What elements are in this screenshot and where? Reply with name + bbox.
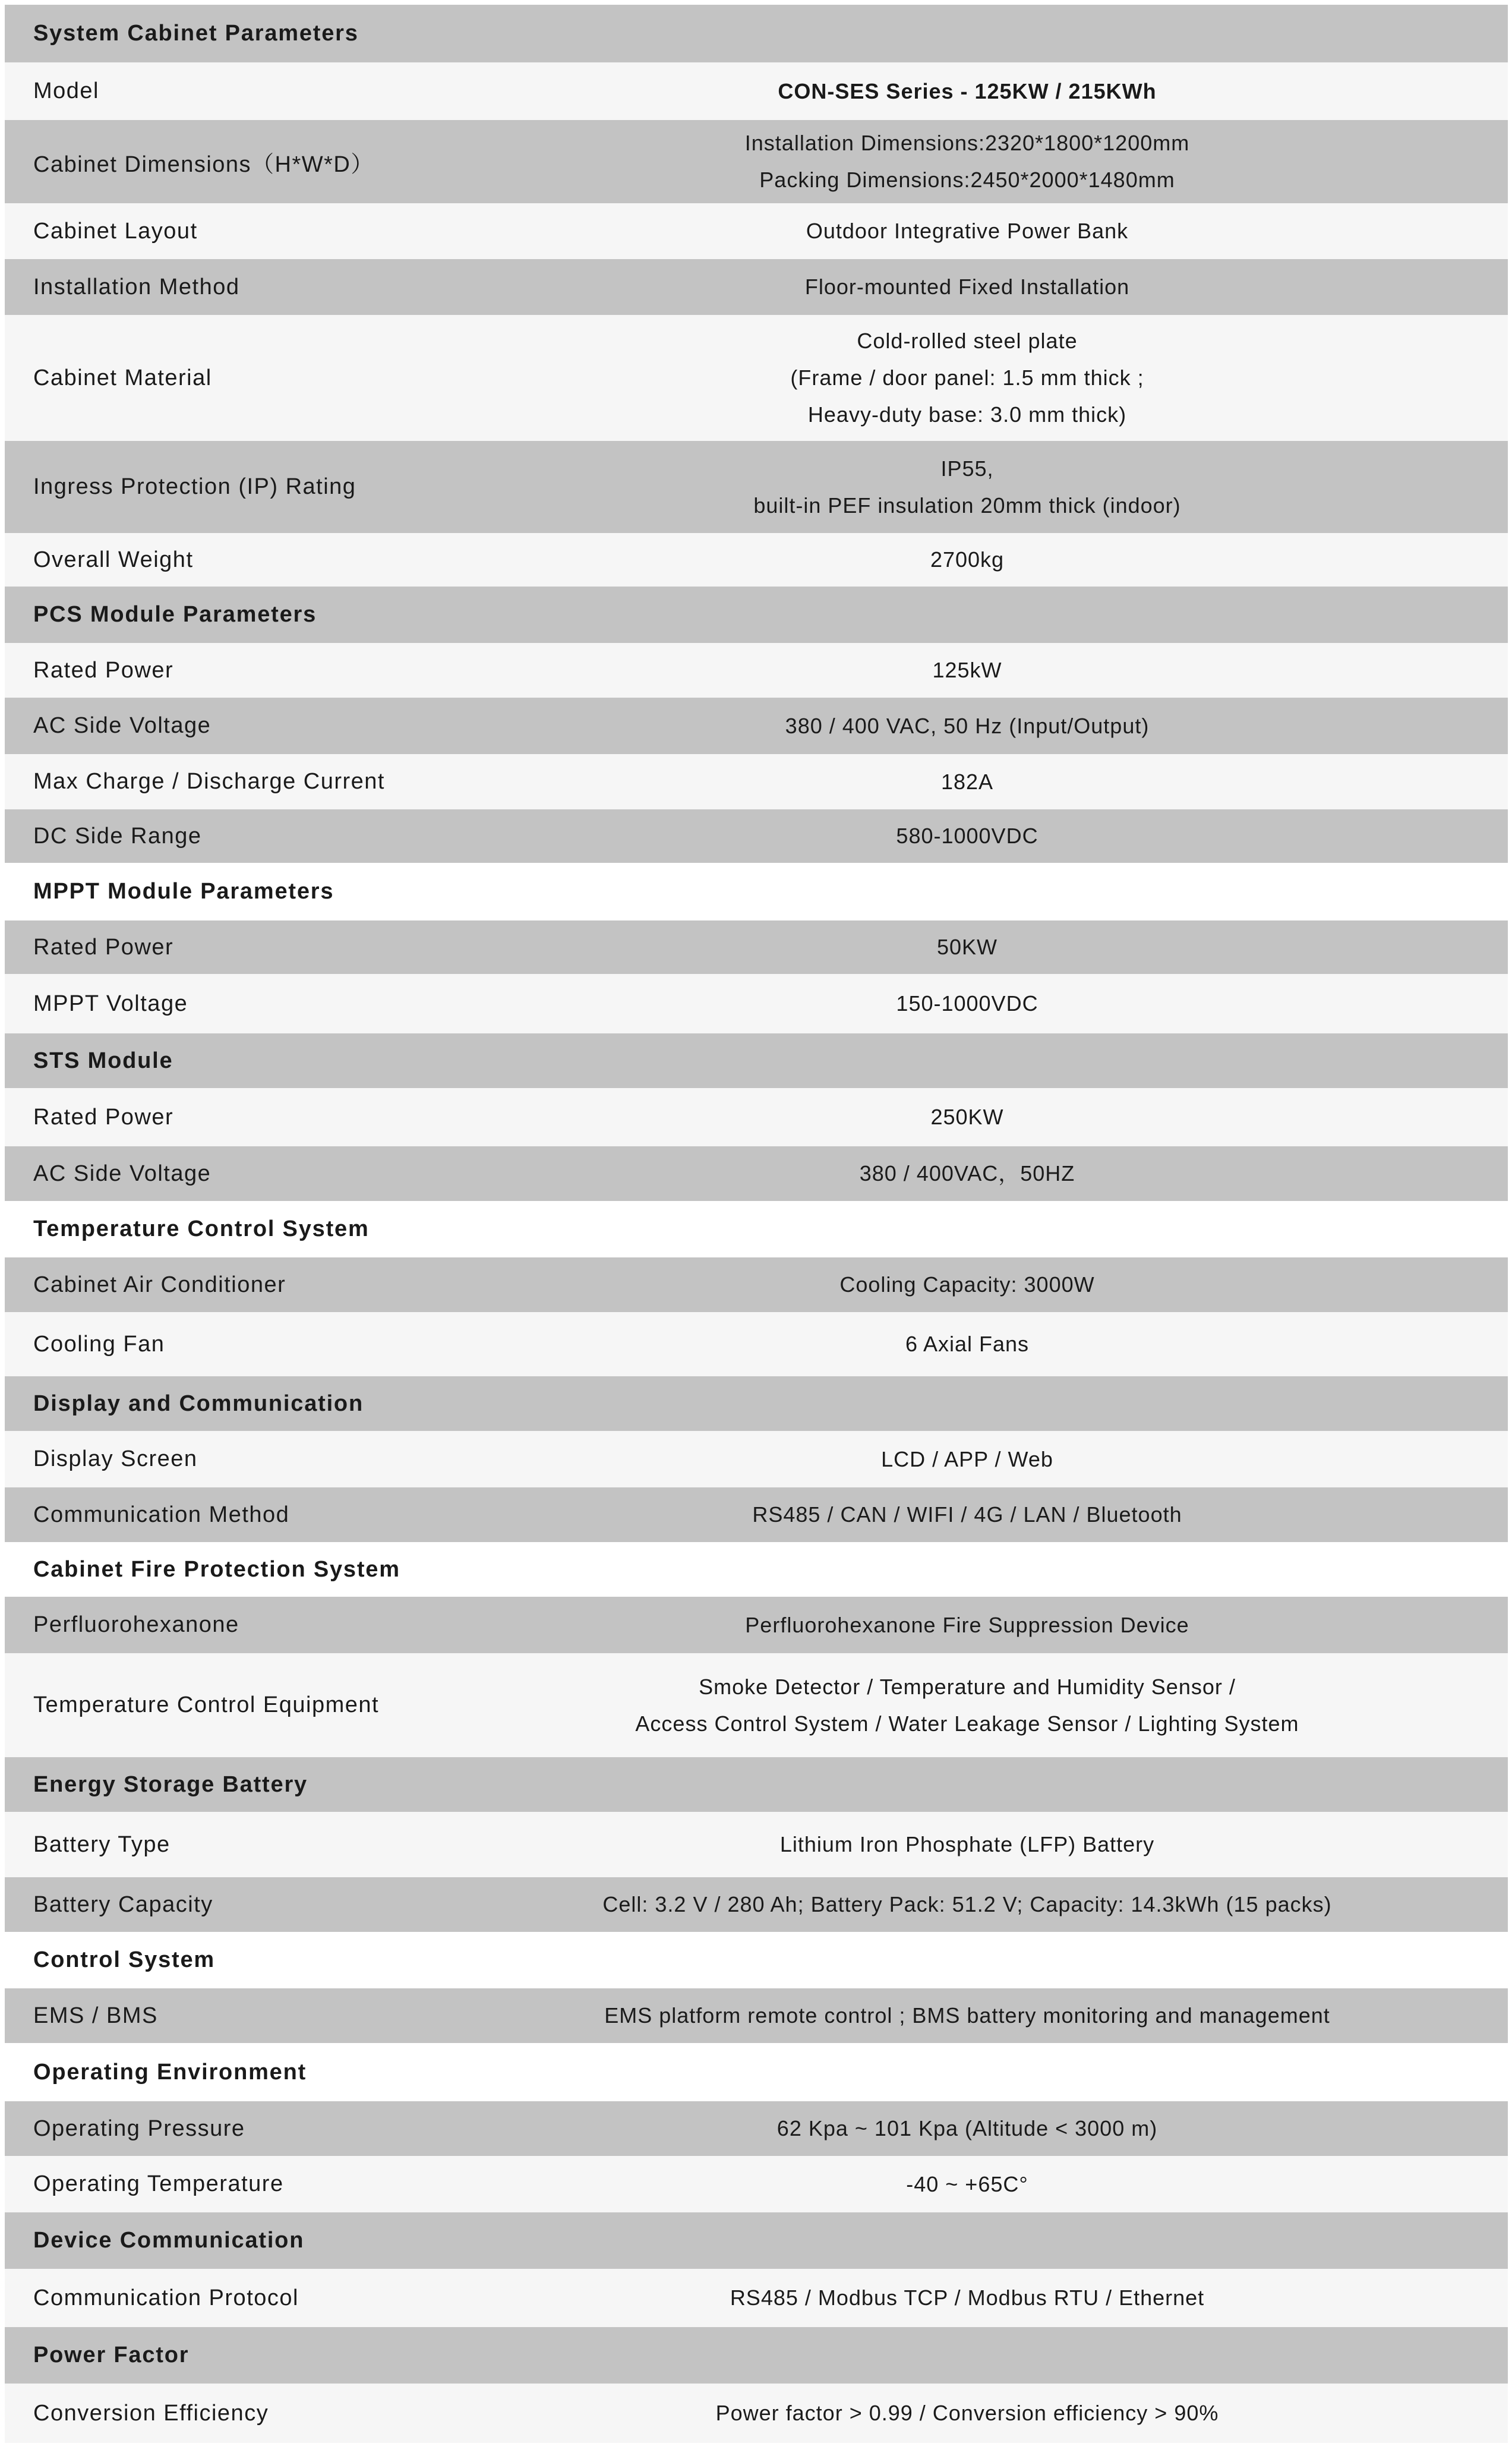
spec-value — [599, 764, 1336, 800]
spec-row — [5, 1653, 1508, 1757]
spec-label: Max Charge / Discharge Current — [33, 769, 385, 794]
section-title: PCS Module Parameters — [33, 602, 317, 627]
spec-value — [599, 1669, 1336, 1742]
section-header-row — [5, 587, 1508, 643]
spec-value-line: Floor-mounted Fixed Installation — [804, 275, 1130, 299]
section-title: Temperature Control System — [33, 1216, 370, 1241]
section-title: Display and Communication — [33, 1391, 364, 1416]
spec-value — [599, 1886, 1336, 1923]
spec-row — [5, 1257, 1508, 1312]
section-header-row — [5, 5, 1508, 62]
spec-label: Rated Power — [33, 657, 174, 683]
spec-label: Cabinet Layout — [33, 218, 198, 244]
spec-value-line: Power factor > 0.99 / Conversion efficiency > 90% — [715, 2401, 1219, 2425]
spec-label: Overall Weight — [33, 547, 194, 572]
spec-value — [599, 73, 1336, 110]
section-title: Operating Environment — [33, 2059, 307, 2085]
spec-value-line: 2700kg — [930, 547, 1005, 572]
spec-label: Model — [33, 78, 99, 103]
spec-value — [599, 1099, 1336, 1136]
spec-value-line: 125kW — [932, 658, 1002, 682]
spec-value — [599, 1155, 1336, 1192]
spec-row — [5, 1597, 1508, 1653]
spec-label: Conversion Efficiency — [33, 2400, 269, 2426]
spec-value — [599, 1607, 1336, 1644]
spec-row — [5, 1088, 1508, 1146]
spec-row — [5, 203, 1508, 259]
spec-value — [599, 541, 1336, 578]
spec-value — [599, 985, 1336, 1022]
spec-value-line: Perfluorohexanone Fire Suppression Device — [745, 1612, 1189, 1637]
spec-row — [5, 2156, 1508, 2212]
spec-value — [599, 1266, 1336, 1303]
spec-value-line: Packing Dimensions:2450*2000*1480mm — [759, 168, 1175, 192]
spec-label: Perfluorohexanone — [33, 1612, 239, 1637]
spec-row — [5, 1988, 1508, 2043]
spec-value — [599, 1496, 1336, 1533]
spec-row — [5, 754, 1508, 809]
section-header-row — [5, 1542, 1508, 1597]
spec-row — [5, 1146, 1508, 1201]
spec-label: Battery Type — [33, 1831, 171, 1857]
spec-value — [599, 1997, 1336, 2034]
section-title: System Cabinet Parameters — [33, 21, 359, 46]
spec-value-line: -40 ~ +65C° — [906, 2171, 1028, 2196]
spec-row — [5, 698, 1508, 754]
spec-value-line: IP55, — [940, 456, 994, 481]
spec-label: Battery Capacity — [33, 1891, 213, 1917]
spec-label: Communication Method — [33, 1502, 290, 1527]
section-title: Energy Storage Battery — [33, 1771, 308, 1797]
spec-row — [5, 2384, 1508, 2443]
spec-label: Cabinet Air Conditioner — [33, 1272, 286, 1297]
spec-label: Installation Method — [33, 274, 240, 300]
spec-label: Temperature Control Equipment — [33, 1692, 380, 1717]
spec-row — [5, 533, 1508, 587]
spec-value-line: 182A — [940, 769, 994, 794]
spec-label: Rated Power — [33, 1104, 174, 1130]
spec-value — [599, 2280, 1336, 2316]
section-title: Control System — [33, 1947, 216, 1972]
section-header-row — [5, 1932, 1508, 1988]
spec-value — [599, 269, 1336, 305]
section-header-row — [5, 2327, 1508, 2384]
spec-value-line: CON-SES Series - 125KW / 215KWh — [778, 78, 1157, 103]
spec-row — [5, 643, 1508, 698]
section-header-row — [5, 1757, 1508, 1812]
spec-value — [599, 818, 1336, 855]
spec-value — [599, 213, 1336, 250]
spec-value-line: Installation Dimensions:2320*1800*1200mm — [744, 131, 1190, 155]
spec-value-line: LCD / APP / Web — [881, 1446, 1053, 1471]
spec-row — [5, 315, 1508, 441]
spec-value — [599, 652, 1336, 689]
spec-table — [5, 5, 1508, 2443]
section-header-row — [5, 2043, 1508, 2101]
spec-label: Operating Temperature — [33, 2171, 284, 2196]
spec-value-line: Cold-rolled steel plate — [857, 329, 1078, 353]
spec-row — [5, 441, 1508, 533]
spec-row — [5, 1812, 1508, 1877]
spec-row — [5, 2101, 1508, 2156]
spec-value-line: 150-1000VDC — [896, 991, 1038, 1016]
spec-value-line: RS485 / CAN / WIFI / 4G / LAN / Bluetooth — [752, 1502, 1182, 1527]
spec-label: Rated Power — [33, 934, 174, 960]
spec-value-line: 580-1000VDC — [896, 824, 1038, 848]
spec-row — [5, 2269, 1508, 2327]
spec-label: AC Side Voltage — [33, 713, 212, 738]
section-title: Cabinet Fire Protection System — [33, 1556, 400, 1582]
spec-value — [599, 708, 1336, 745]
section-header-row — [5, 1033, 1508, 1088]
spec-value — [599, 1826, 1336, 1863]
spec-value-line: Heavy-duty base: 3.0 mm thick) — [807, 402, 1127, 427]
spec-row — [5, 120, 1508, 203]
spec-value-line: 6 Axial Fans — [905, 1332, 1030, 1356]
spec-value — [599, 450, 1336, 524]
section-title: STS Module — [33, 1048, 173, 1073]
spec-value-line: 380 / 400VAC，50HZ — [859, 1161, 1075, 1186]
spec-row — [5, 974, 1508, 1033]
spec-value-line: (Frame / door panel: 1.5 mm thick ; — [790, 365, 1144, 390]
spec-label: Cooling Fan — [33, 1331, 165, 1357]
spec-value-line: 250KW — [930, 1105, 1004, 1129]
spec-value-line: Access Control System / Water Leakage Sensor / Lighting System — [635, 1711, 1299, 1736]
spec-value-line: Outdoor Integrative Power Bank — [806, 219, 1129, 243]
section-header-row — [5, 2212, 1508, 2269]
section-title: Power Factor — [33, 2343, 190, 2367]
spec-value-line: Lithium Iron Phosphate (LFP) Battery — [779, 1832, 1155, 1856]
spec-value-line: 62 Kpa ~ 101 Kpa (Altitude < 3000 m) — [776, 2116, 1158, 2140]
spec-value — [599, 323, 1336, 433]
spec-label: DC Side Range — [33, 823, 202, 849]
spec-value-line: Cooling Capacity: 3000W — [839, 1272, 1095, 1297]
spec-value-line: Smoke Detector / Temperature and Humidity Sensor / — [699, 1674, 1236, 1699]
spec-label: Cabinet Material — [33, 365, 212, 390]
spec-value — [599, 2395, 1336, 2432]
section-title: MPPT Module Parameters — [33, 879, 334, 904]
section-header-row — [5, 1376, 1508, 1431]
spec-row — [5, 62, 1508, 120]
spec-row — [5, 809, 1508, 863]
spec-row — [5, 1487, 1508, 1542]
spec-row — [5, 1431, 1508, 1487]
spec-value-line: EMS platform remote control ; BMS battery monitoring and management — [604, 2003, 1330, 2028]
section-header-row — [5, 1201, 1508, 1257]
spec-label: AC Side Voltage — [33, 1161, 212, 1186]
spec-value-line: 380 / 400 VAC, 50 Hz (Input/Output) — [785, 713, 1150, 738]
spec-value — [599, 1441, 1336, 1478]
spec-label: Ingress Protection (IP) Rating — [33, 474, 356, 499]
spec-label: Cabinet Dimensions（H*W*D） — [33, 152, 374, 177]
spec-value — [599, 929, 1336, 966]
spec-label: Display Screen — [33, 1446, 198, 1471]
spec-row — [5, 1312, 1508, 1376]
spec-value-line: RS485 / Modbus TCP / Modbus RTU / Ethernet — [730, 2285, 1205, 2310]
spec-label: Communication Protocol — [33, 2285, 299, 2310]
spec-row — [5, 920, 1508, 974]
spec-row — [5, 1877, 1508, 1932]
spec-value — [599, 1326, 1336, 1363]
section-header-row — [5, 863, 1508, 920]
spec-label: Operating Pressure — [33, 2116, 245, 2141]
spec-value-line: 50KW — [936, 935, 998, 959]
spec-value — [599, 2166, 1336, 2203]
spec-value — [599, 125, 1336, 198]
spec-row — [5, 259, 1508, 315]
spec-value — [599, 2110, 1336, 2147]
spec-value-line: Cell: 3.2 V / 280 Ah; Battery Pack: 51.2 V; Capacity: 14.3kWh (15 packs) — [602, 1892, 1332, 1916]
section-title: Device Communication — [33, 2228, 305, 2253]
spec-label: MPPT Voltage — [33, 991, 188, 1016]
spec-value-line: built-in PEF insulation 20mm thick (indoor) — [753, 493, 1181, 518]
spec-label: EMS / BMS — [33, 2003, 158, 2028]
